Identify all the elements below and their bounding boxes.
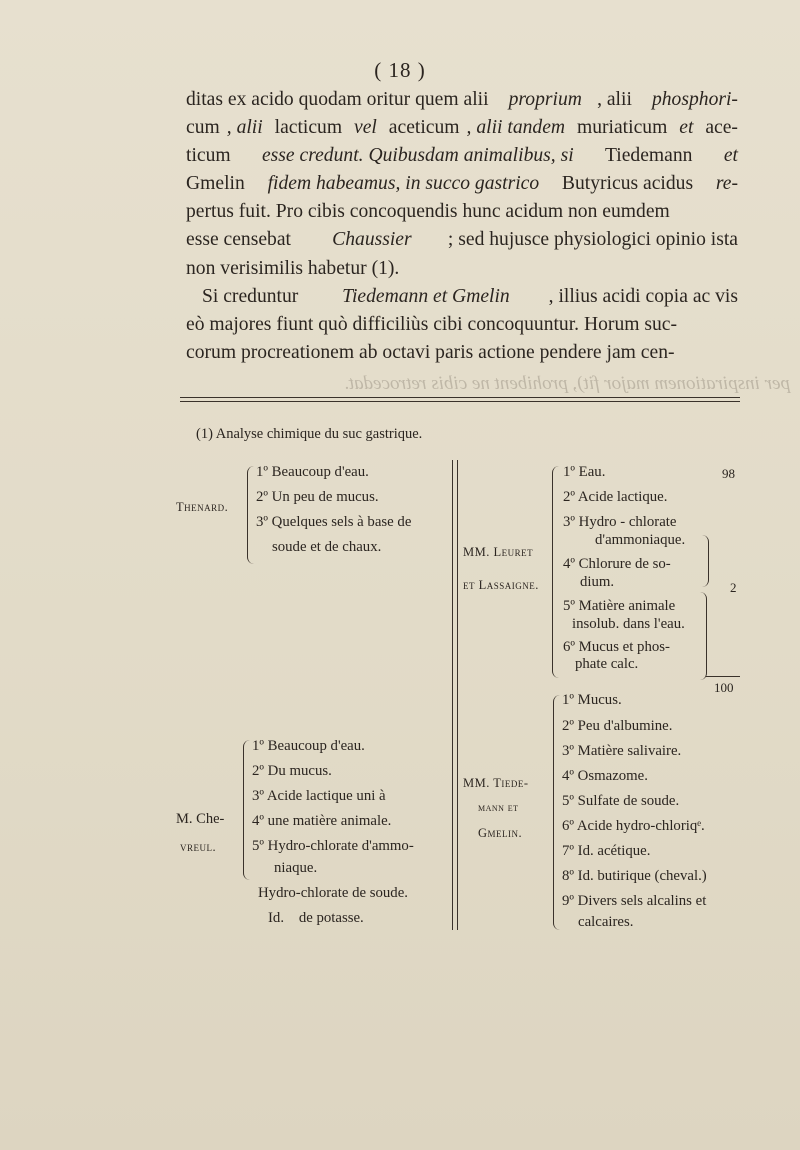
body-text bbox=[186, 86, 738, 367]
footnote-rule bbox=[180, 397, 740, 398]
body-line bbox=[186, 142, 738, 170]
italic-term: et bbox=[674, 117, 699, 139]
italic-term: proprium bbox=[508, 89, 582, 110]
total-rest: 2 bbox=[730, 580, 737, 595]
text-run: cum bbox=[186, 117, 220, 139]
italic-term: , alii bbox=[226, 117, 268, 139]
tiedemann-item: 2º Peu d'albumine. bbox=[562, 718, 673, 734]
total-main: 98 bbox=[722, 466, 735, 481]
italic-term: phosphori- bbox=[651, 89, 738, 110]
leuret-item: 4º Chlorure de so- bbox=[563, 556, 671, 572]
chevreul-item: niaque. bbox=[274, 860, 318, 876]
leuret-item: 1º Eau. bbox=[563, 464, 606, 480]
chevreul-item: 3º Acide lactique uni à bbox=[252, 788, 386, 804]
author-chevreul-line1: M. Che- bbox=[176, 811, 225, 827]
text-run: pertus fuit. Pro cibis concoquendis hunc acidum non eumdem bbox=[186, 201, 670, 223]
text-run: Gmelin bbox=[186, 173, 245, 195]
author-leuret-line1: MM. Leuret bbox=[463, 545, 534, 559]
chevreul-item: 2º Du mucus. bbox=[252, 763, 332, 779]
leuret-item: 5º Matière animale bbox=[563, 598, 676, 614]
chevreul-item: Hydro-chlorate de soude. bbox=[258, 885, 408, 901]
tiedemann-item: 4º Osmazome. bbox=[562, 768, 648, 784]
thenard-item: soude et de chaux. bbox=[272, 539, 382, 555]
author-thenard: Thenard. bbox=[176, 500, 229, 514]
text-run: corum procreationem ab octavi paris actione pendere jam cen- bbox=[186, 341, 675, 363]
body-line bbox=[186, 339, 738, 367]
body-line bbox=[186, 226, 738, 254]
italic-term: Chaussier bbox=[332, 229, 412, 251]
leuret-item: 6º Mucus et phos- bbox=[563, 639, 670, 655]
brace-tiedemann bbox=[553, 695, 560, 930]
author-chevreul-line2: vreul. bbox=[180, 840, 217, 854]
brace-leuret bbox=[552, 466, 559, 678]
chevreul-item: 5º Hydro-chlorate d'ammo- bbox=[252, 838, 414, 854]
leuret-item: insolub. dans l'eau. bbox=[572, 616, 685, 632]
brace-leuret-sub2 bbox=[700, 592, 707, 680]
text-run: Butyricus acidus bbox=[561, 173, 694, 195]
tiedemann-item: 5º Sulfate de soude. bbox=[562, 793, 680, 809]
text-run: Tiedemann bbox=[605, 145, 693, 167]
author-tiedemann-line2: mann et bbox=[478, 802, 519, 814]
brace-leuret-sub1 bbox=[702, 535, 709, 587]
total-sum: 100 bbox=[714, 680, 734, 695]
italic-term: re- bbox=[710, 173, 738, 195]
brace-thenard bbox=[247, 466, 254, 564]
body-line bbox=[186, 86, 738, 114]
author-tiedemann-line1: MM. Tiede- bbox=[463, 776, 529, 790]
tiedemann-item: calcaires. bbox=[578, 914, 634, 930]
italic-term: vel bbox=[349, 117, 382, 139]
page-number: ( 18 ) bbox=[374, 58, 426, 82]
body-line bbox=[186, 114, 738, 142]
bleed-through-text: per inspirationem major fit), prohibent ne cibis retrocedat. bbox=[344, 373, 790, 394]
table-divider-right bbox=[457, 460, 458, 930]
brace-chevreul bbox=[243, 740, 250, 880]
thenard-item: 2º Un peu de mucus. bbox=[256, 489, 379, 505]
italic-term: Tiedemann et Gmelin bbox=[342, 285, 510, 307]
text-run: non verisimilis habetur (1). bbox=[186, 257, 400, 279]
body-line bbox=[186, 198, 738, 226]
table-divider-left bbox=[452, 460, 453, 930]
text-run: aceticum bbox=[388, 117, 460, 139]
footnote-rule-thin bbox=[180, 401, 740, 402]
sum-rule bbox=[706, 676, 740, 677]
thenard-item: 1º Beaucoup d'eau. bbox=[256, 464, 369, 480]
leuret-item: phate calc. bbox=[575, 656, 639, 672]
chevreul-item: Id. de potasse. bbox=[268, 910, 364, 926]
text-run: , illius acidi copia ac vis bbox=[548, 285, 738, 307]
leuret-item: 2º Acide lactique. bbox=[563, 489, 668, 505]
italic-term: , alii tandem bbox=[466, 117, 570, 139]
tiedemann-item: 7º Id. acétique. bbox=[562, 843, 651, 859]
text-run: , alii bbox=[597, 89, 637, 110]
footnote-heading: (1) Analyse chimique du suc gastrique. bbox=[196, 426, 423, 442]
leuret-item: d'ammoniaque. bbox=[595, 532, 686, 548]
tiedemann-item: 9º Divers sels alcalins et bbox=[562, 893, 707, 909]
italic-term: fidem habeamus, in succo gastrico bbox=[262, 173, 545, 195]
body-line bbox=[186, 283, 738, 311]
chevreul-item: 4º une matière animale. bbox=[252, 813, 392, 829]
leuret-item: 3º Hydro - chlorate bbox=[563, 514, 677, 530]
italic-term: esse credunt. Quibusdam animalibus, si bbox=[257, 145, 579, 167]
text-run: ditas ex acido quodam oritur quem alii bbox=[186, 89, 494, 110]
text-run: muriaticum bbox=[576, 117, 668, 139]
tiedemann-item: 1º Mucus. bbox=[562, 692, 622, 708]
italic-term: et bbox=[718, 145, 738, 167]
text-run: ticum bbox=[186, 145, 231, 167]
author-leuret-line2: et Lassaigne. bbox=[463, 578, 539, 592]
author-tiedemann-line3: Gmelin. bbox=[478, 826, 523, 840]
body-line bbox=[186, 255, 738, 283]
text-run: esse censebat bbox=[186, 229, 296, 251]
body-line bbox=[186, 170, 738, 198]
body-line bbox=[186, 311, 738, 339]
text-run: ace- bbox=[705, 117, 738, 139]
thenard-item: 3º Quelques sels à base de bbox=[256, 514, 412, 530]
text-run: lacticum bbox=[274, 117, 343, 139]
tiedemann-item: 6º Acide hydro-chloriqᵉ. bbox=[562, 818, 705, 834]
text-run: Si creduntur bbox=[202, 285, 304, 307]
chevreul-item: 1º Beaucoup d'eau. bbox=[252, 738, 365, 754]
text-run: ; sed hujusce physiologici opinio ista bbox=[447, 229, 738, 251]
tiedemann-item: 3º Matière salivaire. bbox=[562, 743, 682, 759]
tiedemann-item: 8º Id. butirique (cheval.) bbox=[562, 868, 707, 884]
leuret-item: dium. bbox=[580, 574, 615, 590]
text-run: eò majores fiunt quò difficiliùs cibi concoquuntur. Horum suc- bbox=[186, 313, 678, 335]
